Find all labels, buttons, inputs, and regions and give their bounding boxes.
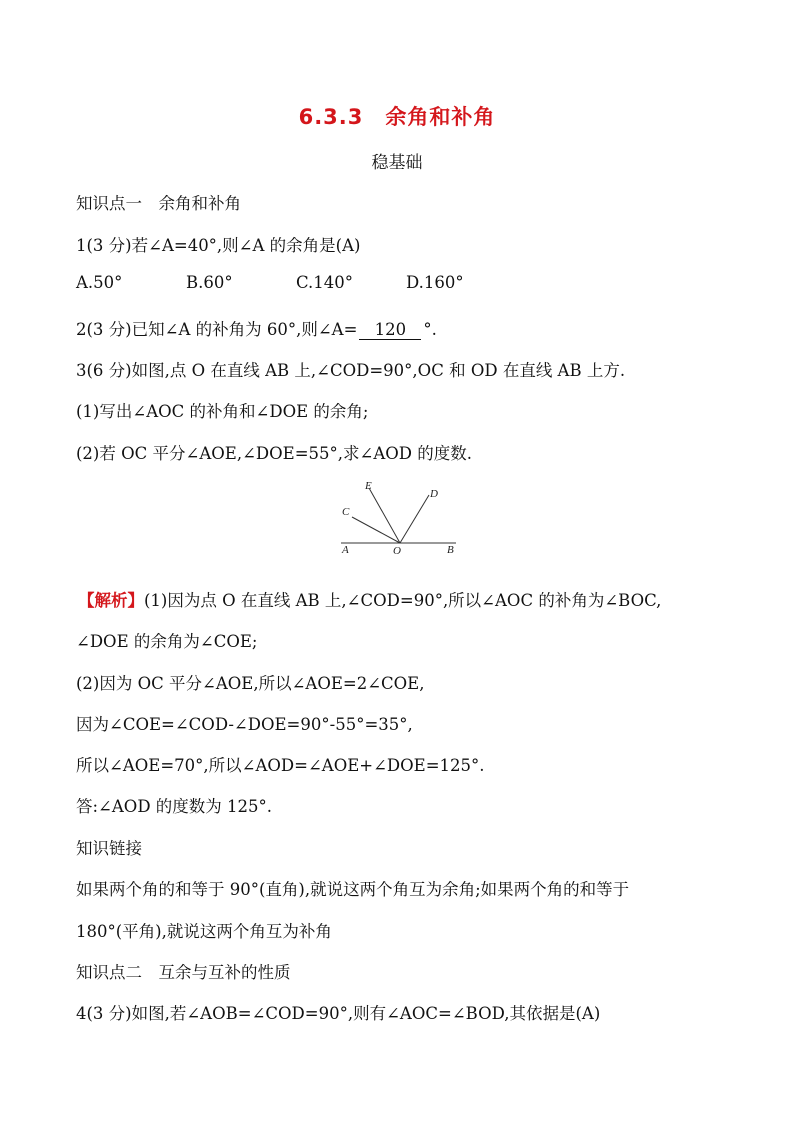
q2-prefix: 2(3 分)已知∠A 的补角为 60°,则∠A=: [76, 320, 358, 339]
question-4: 4(3 分)如图,若∠AOB=∠COD=90°,则有∠AOC=∠BOD,其依据是(A): [76, 1004, 601, 1023]
angle-figure: [336, 478, 461, 558]
knowledge-link-line-2: 180°(平角),就说这两个角互为补角: [76, 922, 332, 941]
knowledge-point-1-heading: 知识点一 余角和补角: [76, 194, 241, 213]
section-number: 6.3.3: [298, 105, 364, 129]
analysis-answer: 答:∠AOD 的度数为 125°.: [76, 797, 273, 816]
ray-od: [400, 495, 429, 543]
question-1: [76, 232, 360, 256]
knowledge-link-heading: 知识链接: [76, 839, 142, 858]
q1-option-b: B.60°: [186, 273, 233, 292]
label-e: E: [365, 480, 372, 492]
label-o: O: [393, 545, 401, 557]
section-title: 余角和补角: [385, 105, 496, 129]
knowledge-point-2-heading: 知识点二 互余与互补的性质: [76, 963, 291, 982]
q2-answer-blank: 120: [359, 321, 421, 340]
analysis-line-3: (2)因为 OC 平分∠AOE,所以∠AOE=2∠COE,: [76, 674, 425, 693]
analysis-text-1: (1)因为点 O 在直线 AB 上,∠COD=90°,所以∠AOC 的补角为∠BOC,: [144, 591, 662, 610]
q2-suffix: °.: [423, 320, 437, 339]
subtitle: 稳基础: [371, 153, 423, 173]
question-1-options: [76, 273, 516, 292]
analysis-tag: 【解析】: [78, 591, 144, 610]
analysis-line-5: 所以∠AOE=70°,所以∠AOD=∠AOE+∠DOE=125°.: [76, 756, 485, 775]
label-d: D: [430, 488, 438, 500]
q1-option-c: C.140°: [296, 273, 354, 292]
question-3-part-1: (1)写出∠AOC 的补角和∠DOE 的余角;: [76, 402, 369, 421]
q1-option-d: D.160°: [406, 273, 464, 292]
label-a: A: [342, 544, 349, 556]
question-3-stem: 3(6 分)如图,点 O 在直线 AB 上,∠COD=90°,OC 和 OD 在直线 AB 上方.: [76, 361, 626, 380]
label-b: B: [447, 544, 454, 556]
question-3-part-2: (2)若 OC 平分∠AOE,∠DOE=55°,求∠AOD 的度数.: [76, 444, 472, 463]
analysis-line-2: ∠DOE 的余角为∠COE;: [76, 632, 258, 651]
analysis-line-1: [78, 587, 661, 611]
label-c: C: [342, 506, 350, 518]
q1-prefix: 1(3 分)若: [76, 236, 149, 255]
question-2: [76, 316, 437, 340]
knowledge-link-line-1: 如果两个角的和等于 90°(直角),就说这两个角互为余角;如果两个角的和等于: [76, 880, 630, 899]
page-title: [0, 101, 794, 131]
analysis-line-4: 因为∠COE=∠COD-∠DOE=90°-55°=35°,: [76, 715, 413, 734]
q1-condition: ∠A=40°,则∠A 的余角是(A): [148, 236, 361, 255]
q1-option-a: A.50°: [76, 273, 123, 292]
